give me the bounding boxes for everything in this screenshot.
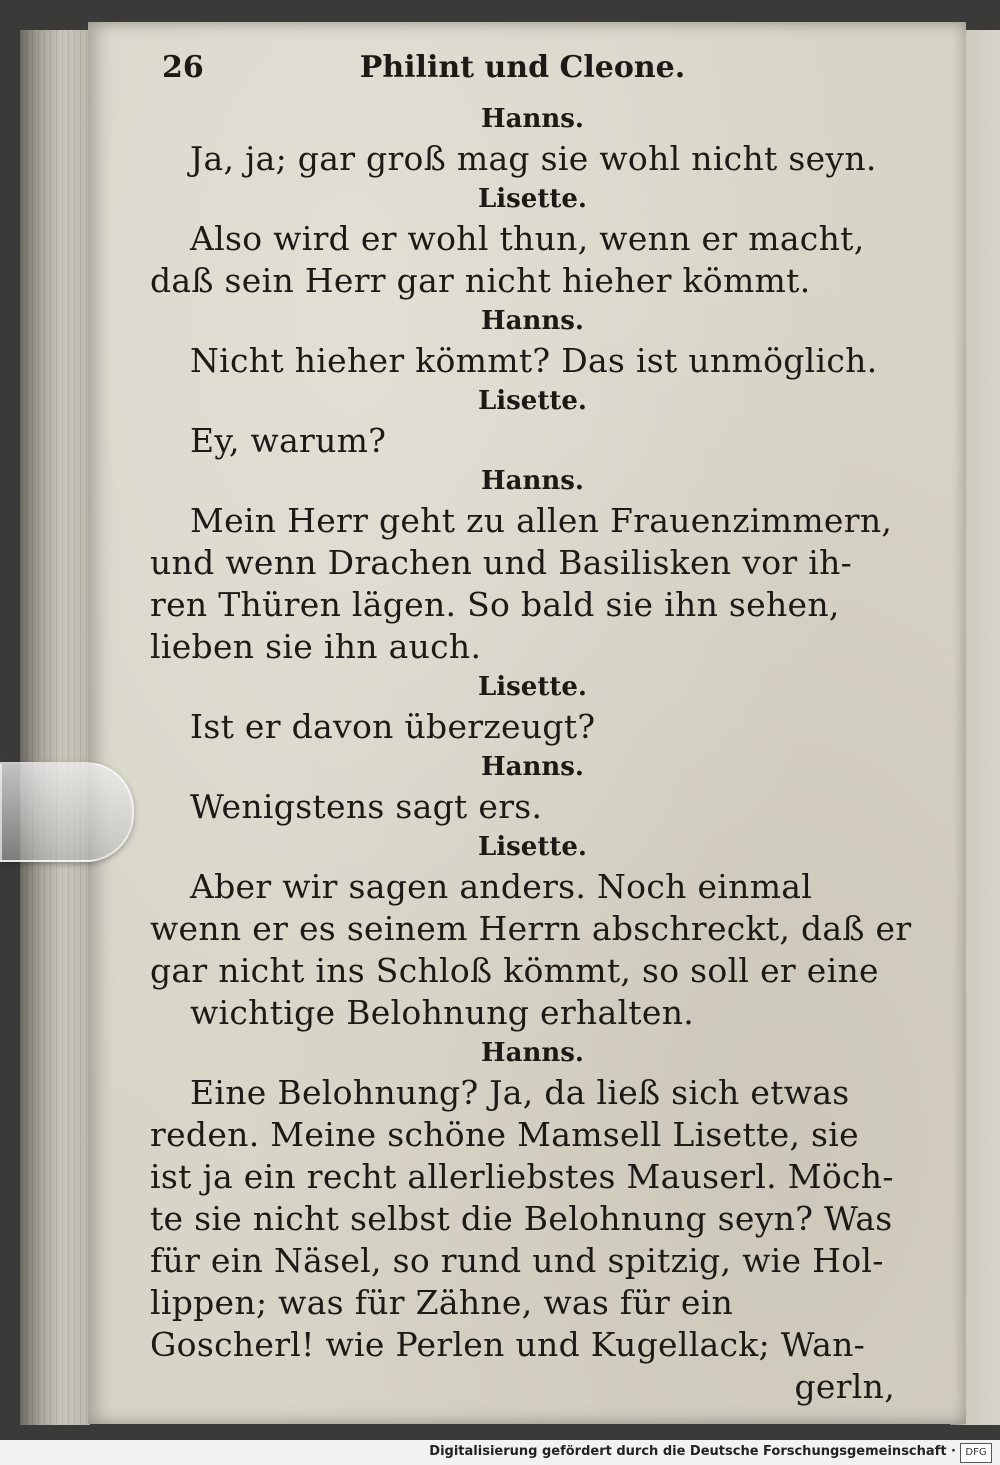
page-header: [150, 50, 895, 100]
text-line: Ist er davon überzeugt?: [190, 707, 596, 746]
text-line: Aber wir sagen anders. Noch einmal: [190, 867, 813, 906]
speaker-name: Hanns.: [481, 466, 584, 496]
text-line: gar nicht ins Schloß kömmt, so soll er eine: [150, 951, 879, 990]
speaker-name: Lisette.: [478, 672, 587, 702]
text-line: lieben sie ihn auch.: [150, 627, 482, 666]
text-line: ren Thüren lägen. So bald sie ihn sehen,: [150, 585, 840, 624]
dialogue-block: [150, 302, 895, 382]
speaker-name: Hanns.: [481, 1038, 584, 1068]
text-line: wichtige Belohnung erhalten.: [190, 993, 695, 1032]
text-line: daß sein Herr gar nicht hieher kömmt.: [150, 261, 811, 300]
text-line: Nicht hieher kömmt? Das ist unmöglich.: [190, 341, 878, 380]
dialogue-block: [150, 748, 895, 828]
speaker-name: Hanns.: [481, 104, 584, 134]
page-holder-clip: [0, 762, 134, 862]
dialogue-block: [150, 668, 895, 748]
speaker-name: Hanns.: [481, 752, 584, 782]
text-line: lippen; was für Zähne, was für ein: [150, 1283, 734, 1322]
text-line: Mein Herr geht zu allen Frauenzimmern,: [190, 501, 893, 540]
catchword: gerln,: [794, 1367, 895, 1406]
dialogue-block: [150, 382, 895, 462]
dialogue-block: [150, 100, 895, 180]
dfg-logo: DFG: [960, 1443, 992, 1463]
speaker-name: Lisette.: [478, 386, 587, 416]
text-line: te sie nicht selbst die Belohnung seyn? Was: [150, 1199, 893, 1238]
speaker-name: Lisette.: [478, 184, 587, 214]
text-line: wenn er es seinem Herrn abschreckt, daß er: [150, 909, 912, 948]
book-page-edges: [20, 30, 90, 1425]
dialogue-block: [150, 1034, 895, 1366]
text-line: für ein Näsel, so rund und spitzig, wie Hol-: [150, 1241, 884, 1280]
running-title: Philint und Cleone.: [359, 50, 686, 85]
text-line: Eine Belohnung? Ja, da ließ sich etwas: [190, 1073, 850, 1112]
page-text: [150, 50, 912, 1408]
speaker-name: Lisette.: [478, 832, 587, 862]
text-line: Wenigstens sagt ers.: [190, 787, 543, 826]
text-line: reden. Meine schöne Mamsell Lisette, sie: [150, 1115, 859, 1154]
text-line: Ja, ja; gar groß mag sie wohl nicht seyn.: [190, 139, 877, 178]
speaker-name: Hanns.: [481, 306, 584, 336]
dialogue-block: [150, 828, 912, 1034]
text-line: Ey, warum?: [190, 421, 387, 460]
digitization-footer: [0, 1440, 1000, 1465]
text-line: Goscherl! wie Perlen und Kugellack; Wan-: [150, 1325, 866, 1364]
text-line: Also wird er wohl thun, wenn er macht,: [190, 219, 865, 258]
text-line: ist ja ein recht allerliebstes Mauserl. Möch-: [150, 1157, 894, 1196]
text-line: und wenn Drachen und Basilisken vor ih-: [150, 543, 853, 582]
dialogue-block: [150, 180, 895, 302]
funding-credit: Digitalisierung gefördert durch die Deutsche Forschungsgemeinschaft ·: [429, 1444, 956, 1459]
page-number: 26: [162, 50, 204, 85]
dialogue-block: [150, 462, 895, 668]
